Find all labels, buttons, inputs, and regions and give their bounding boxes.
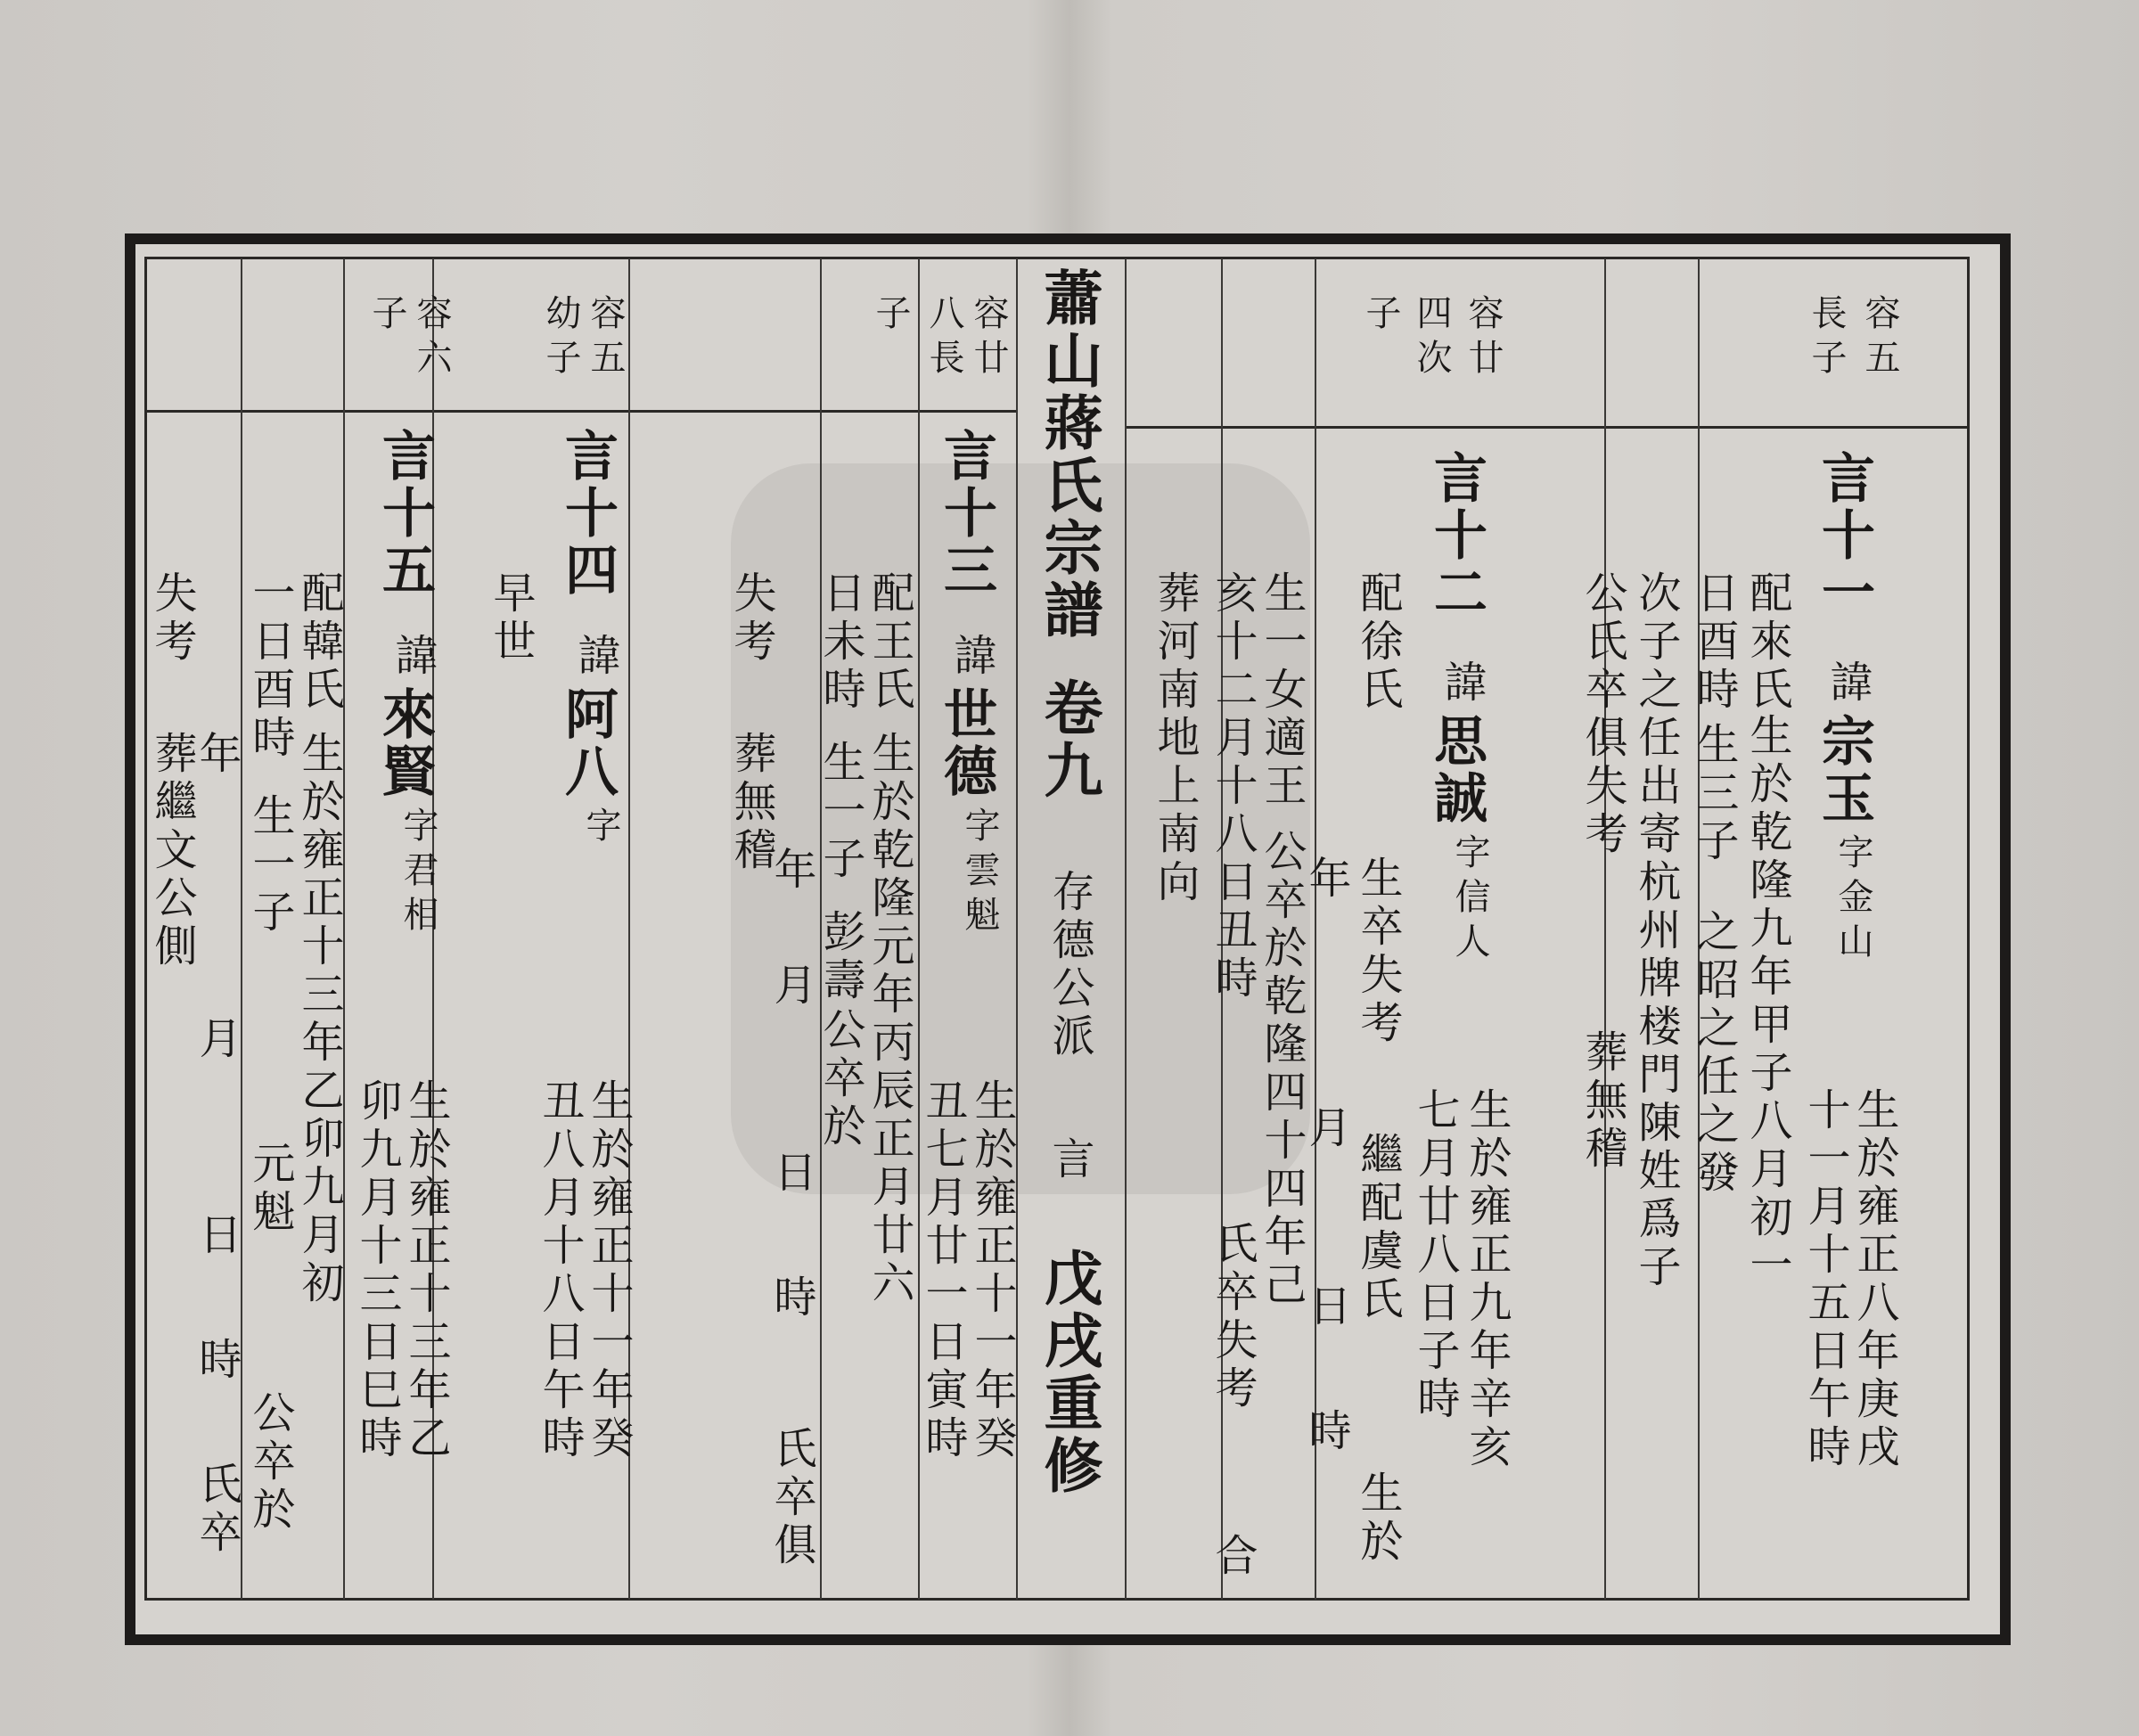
entry-name: 來賢: [373, 686, 436, 800]
entry-sons: 生一子: [815, 740, 865, 884]
entry-early-death: 早世: [486, 570, 536, 667]
entry-death: 時: [192, 1337, 242, 1385]
entry-wife: 生於乾隆九年甲子八月初一: [1742, 713, 1792, 1290]
separator: [1604, 258, 1606, 1600]
header-note: 容廿: [968, 294, 1009, 383]
header-note: 容五: [585, 294, 626, 383]
entry-rank: 言十二: [1425, 450, 1487, 621]
entry-sons: 彭壽: [815, 909, 865, 1005]
entry-death: 公卒於: [245, 1390, 295, 1535]
entry-death: 失考: [726, 570, 776, 667]
entry-birth: 十一月十五日午時: [1800, 1087, 1850, 1472]
header-note: 容五: [1859, 294, 1900, 383]
entry-wife: 生於乾隆元年丙辰正月廿六: [865, 731, 914, 1308]
entry-death: 時: [766, 1274, 816, 1322]
entry-sons: 生三子: [1689, 722, 1739, 866]
entry-birth: 生於雍正九年辛亥: [1462, 1087, 1512, 1472]
header-note: 八長: [923, 294, 964, 383]
entry-rank: 言十一: [1813, 450, 1875, 621]
entry-name: 阿八: [556, 686, 619, 800]
entry-hui: 諱: [1823, 659, 1873, 708]
header-note: 容廿: [1463, 294, 1504, 383]
entry-death: 年: [192, 731, 242, 779]
entry-birth: 生於雍正十一年癸: [967, 1078, 1017, 1463]
entry-wife: 繼配虞氏: [1353, 1132, 1403, 1324]
entry-sons: 之昭之任之發: [1689, 909, 1739, 1198]
entry-wife: 日酉時: [1689, 570, 1739, 715]
entry-wife: 月: [1301, 1105, 1351, 1153]
entry-death: 失考: [147, 570, 197, 667]
entry-courtesy: 字雲魁: [959, 807, 1000, 940]
entry-death: 月: [766, 962, 816, 1011]
entry-courtesy: 字金山: [1832, 833, 1873, 967]
entry-birth: 生於雍正八年庚戌: [1849, 1087, 1899, 1472]
book-title: 蕭山蔣氏宗譜: [1034, 267, 1103, 642]
entry-death: 年: [766, 847, 816, 895]
header-rule-right: [1125, 426, 1967, 429]
entry-wife: 配王氏: [865, 570, 914, 715]
entry-sons: 生一子: [245, 793, 295, 938]
entry-name: 世德: [935, 686, 997, 800]
separator: [241, 258, 242, 1600]
entry-courtesy: 字君相: [397, 807, 438, 940]
edition-label: 戊戌重修: [1034, 1248, 1103, 1497]
entry-birth: 卯九月十三日巳時: [352, 1078, 402, 1463]
entry-wife: 生於雍正十三年乙卯九月初: [294, 731, 344, 1308]
generation-label: 言: [1045, 1136, 1094, 1184]
header-note: 四次: [1411, 294, 1452, 383]
entry-wife: 一日酉時: [245, 570, 295, 763]
volume-label: 卷九: [1034, 677, 1103, 802]
header-note: 長子: [1806, 294, 1847, 383]
entry-courtesy: 字信人: [1449, 833, 1490, 967]
entry-wife: 配來氏: [1742, 570, 1792, 715]
entry-death: 亥十二月十八日丑時: [1208, 570, 1258, 1003]
entry-daughter: 生一女適王: [1257, 570, 1307, 811]
entry-death: 月: [192, 1016, 242, 1064]
entry-name: 思誠: [1425, 713, 1487, 827]
entry-death: 氏卒俱: [766, 1426, 816, 1570]
entry-death: 氏卒: [192, 1462, 242, 1558]
header-note: 子: [870, 294, 911, 339]
entry-sons: 元魁: [245, 1141, 295, 1237]
entry-wife: 年: [1301, 856, 1351, 904]
entry-wife: 配韓氏: [294, 570, 344, 715]
entry-burial: 葬無稽: [726, 731, 776, 875]
entry-rank: 言十四: [556, 428, 619, 599]
entry-death: 氏卒失考: [1208, 1221, 1258, 1413]
entry-death: 合: [1208, 1533, 1258, 1581]
entry-death: 日: [766, 1150, 816, 1198]
entry-wife: 生於: [1353, 1470, 1403, 1567]
entry-hui: 諱: [1437, 659, 1487, 708]
entry-birth: 七月廿八日子時: [1410, 1087, 1460, 1424]
separator: [1315, 258, 1316, 1600]
entry-burial: 葬河南地上南向: [1150, 570, 1200, 907]
header-note: 幼子: [540, 294, 581, 383]
entry-hui: 諱: [947, 633, 996, 681]
header-note: 容六: [411, 294, 452, 383]
entry-death: 日: [192, 1212, 242, 1260]
entry-wife: 生卒失考: [1353, 856, 1403, 1048]
entry-burial: 葬無稽: [1578, 1029, 1627, 1174]
entry-burial: 葬繼文公側: [147, 731, 197, 971]
entry-wife: 日: [1301, 1283, 1351, 1331]
header-note: 子: [366, 294, 407, 339]
entry-death: 公卒於乾隆四十四年己: [1257, 829, 1307, 1310]
header-rule-left: [147, 410, 1016, 413]
entry-birth: 丑七月廿一日寅時: [918, 1078, 968, 1463]
entry-note: 次子之任出寄杭州牌楼門陳姓爲子: [1631, 570, 1681, 1292]
header-note: 子: [1360, 294, 1401, 339]
entry-rank: 言十三: [935, 428, 997, 599]
center-strip-right: [1125, 258, 1127, 1600]
branch-label: 存德公派: [1045, 869, 1094, 1061]
entry-name: 宗玉: [1813, 713, 1875, 827]
entry-birth: 生於雍正十三年乙: [401, 1078, 451, 1463]
entry-courtesy: 字: [580, 807, 621, 851]
entry-hui: 諱: [388, 633, 438, 681]
entry-wife: 配徐氏: [1353, 570, 1403, 715]
entry-wife: 日未時: [815, 570, 865, 715]
entry-rank: 言十五: [373, 428, 436, 599]
entry-hui: 諱: [570, 633, 620, 681]
entry-birth: 生於雍正十一年癸: [584, 1078, 634, 1463]
entry-death: 公卒於: [815, 1007, 865, 1151]
entry-birth: 丑八月十八日午時: [535, 1078, 585, 1463]
entry-note: 公氏卒俱失考: [1578, 570, 1627, 859]
entry-wife: 時: [1301, 1408, 1351, 1456]
